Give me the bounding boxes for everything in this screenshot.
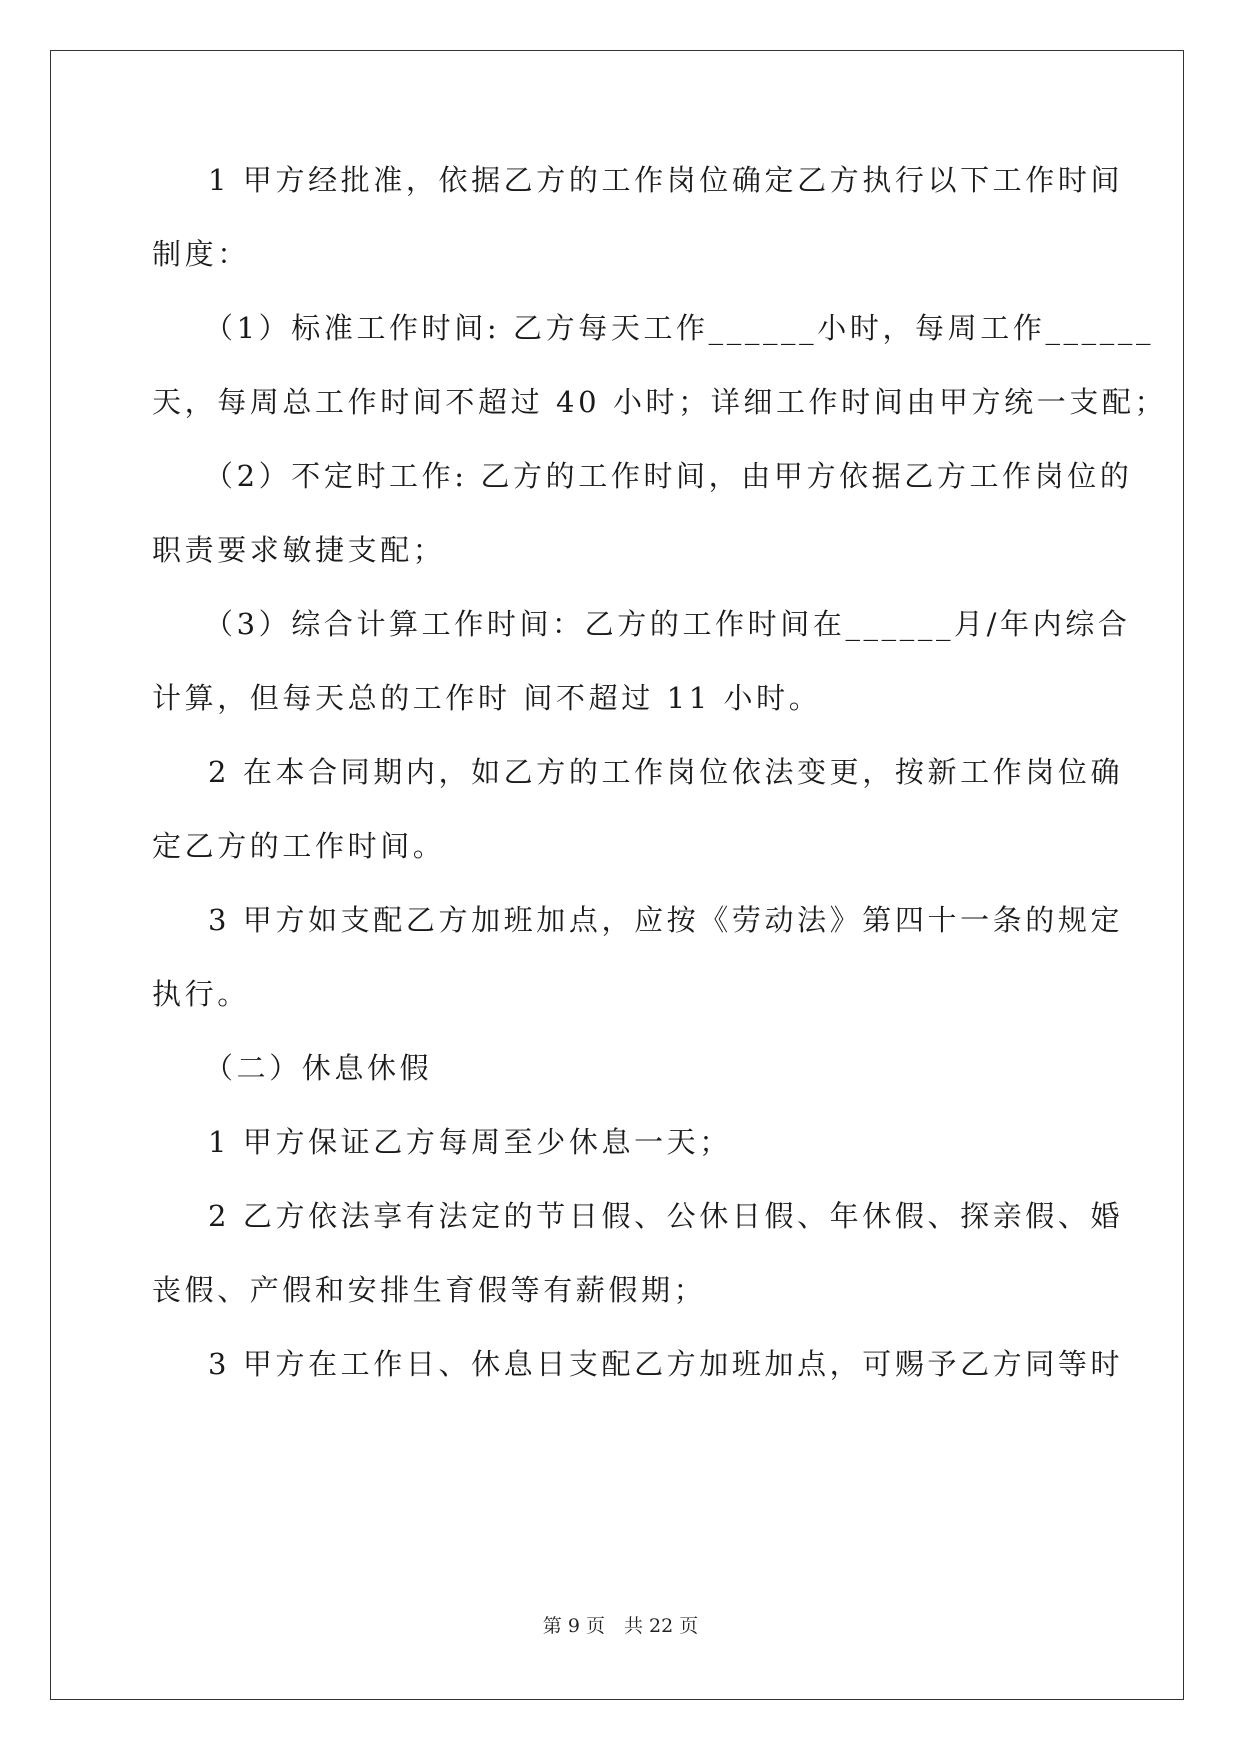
text-line: 执行。 xyxy=(152,977,250,1011)
text-line: 职责要求敏捷支配； xyxy=(152,533,446,567)
text-line: 计算，但每天总的工作时 间不超过 11 小时。 xyxy=(152,681,822,715)
text-line: 1 甲方经批准，依据乙方的工作岗位确定乙方执行以下工作时间 xyxy=(208,163,1124,197)
page-border xyxy=(50,50,1184,1700)
text-line: 3 甲方如支配乙方加班加点，应按《劳动法》第四十一条的规定 xyxy=(208,903,1124,937)
text-line: 制度： xyxy=(152,237,250,271)
text-line: 1 甲方保证乙方每周至少休息一天； xyxy=(208,1125,732,1159)
text-line: （1）标准工作时间: 乙方每天工作______小时，每周工作______ xyxy=(204,311,1155,345)
text-line: （3）综合计算工作时间：乙方的工作时间在______月/年内综合 xyxy=(204,607,1131,641)
page-number: 第 9 页 共 22 页 xyxy=(542,1615,699,1637)
text-line: 丧假、产假和安排生育假等有薪假期； xyxy=(152,1273,707,1307)
section-heading: （二）休息休假 xyxy=(204,1051,433,1085)
text-line: 2 乙方依法享有法定的节日假、公休日假、年休假、探亲假、婚 xyxy=(208,1199,1124,1233)
text-line: 3 甲方在工作日、休息日支配乙方加班加点，可赐予乙方同等时 xyxy=(208,1347,1124,1381)
text-line: 2 在本合同期内，如乙方的工作岗位依法变更，按新工作岗位确 xyxy=(208,755,1124,789)
text-line: （2）不定时工作: 乙方的工作时间，由甲方依据乙方工作岗位的 xyxy=(204,459,1133,493)
text-line: 天，每周总工作时间不超过 40 小时；详细工作时间由甲方统一支配； xyxy=(152,385,1168,419)
text-line: 定乙方的工作时间。 xyxy=(152,829,446,863)
